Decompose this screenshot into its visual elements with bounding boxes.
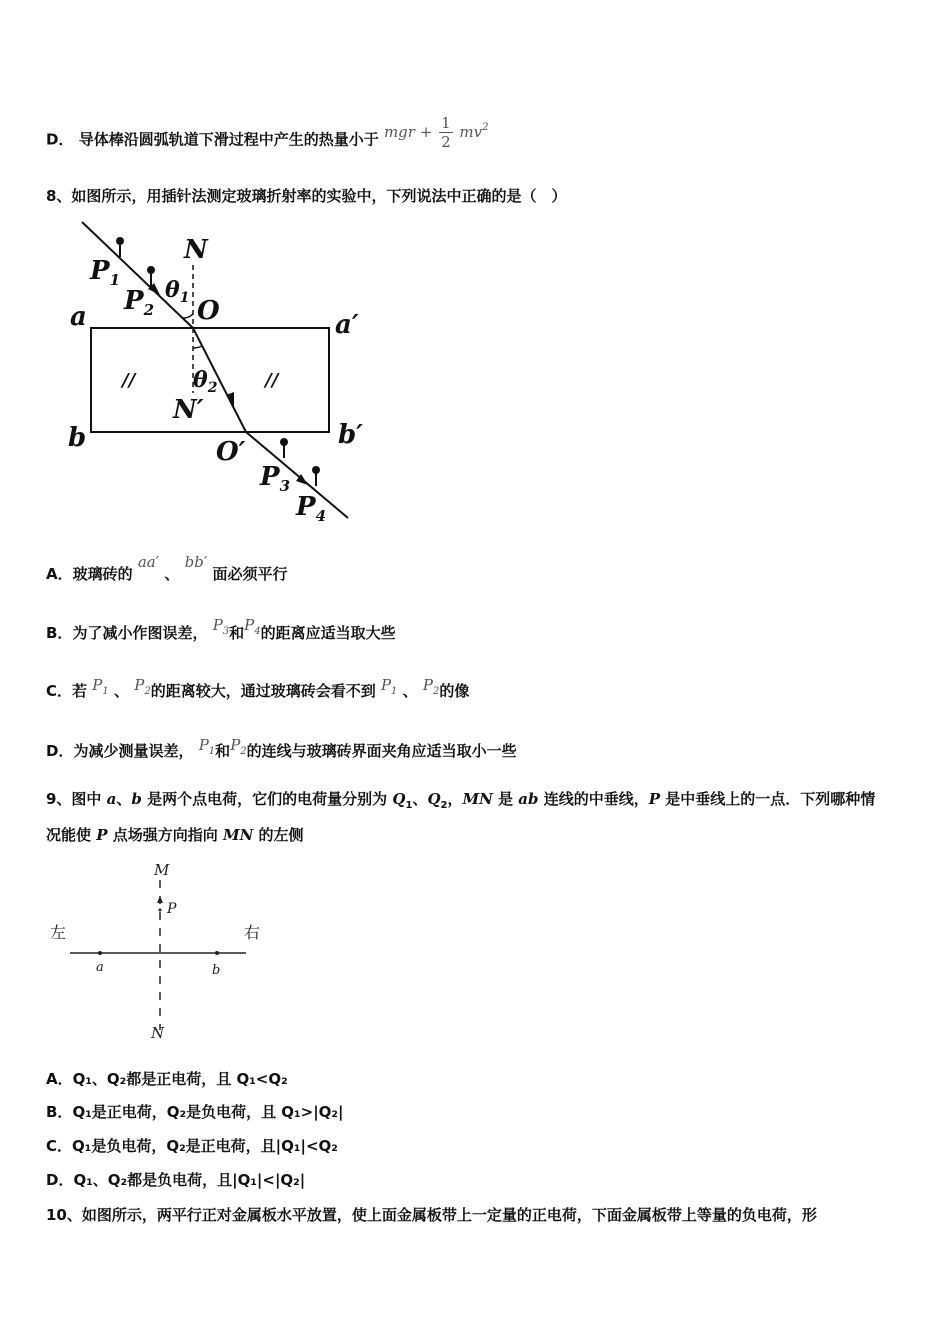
label-p3: $P_3$ (260, 462, 290, 495)
point-p (159, 909, 162, 912)
q8-option-d: D．为减少测量误差， $P_1$和$P_2$的连线与玻璃砖界面夹角应适当取小一些 (46, 736, 517, 760)
q9-option-c: C．Q₁是负电荷，Q₂是正电荷，且|Q₁|<Q₂ (46, 1137, 338, 1155)
label-o: O (197, 296, 220, 326)
charge-b (215, 951, 219, 955)
label-left: 左 (50, 923, 67, 942)
pin-p4-head (312, 466, 320, 474)
label-b: b (68, 423, 87, 453)
q7-option-d (46, 114, 489, 159)
theta1-arc (182, 314, 193, 318)
arrow-icon (148, 283, 160, 295)
label-theta1: $\theta_1$ (165, 277, 190, 306)
label-n: N (151, 1024, 165, 1042)
label-b-prime: b′ (338, 420, 364, 450)
hatch-left: // (122, 370, 136, 391)
arrow-icon (157, 896, 163, 903)
q9-option-d: D．Q₁、Q₂都是负电荷，且|Q₁|<|Q₂| (46, 1171, 306, 1189)
label-n: N (184, 235, 208, 265)
label-p2: $P_2$ (124, 286, 154, 319)
label-p: P (167, 901, 177, 917)
label-n-prime: N′ (173, 395, 204, 425)
label-a: a (70, 302, 87, 332)
pin-p2-head (147, 266, 155, 274)
charge-a (98, 951, 102, 955)
formula: mgr + $\frac{1}{2}$ $mv^2$ (383, 114, 489, 151)
hatch-right: // (265, 370, 279, 391)
label-p4: $P_4$ (296, 492, 326, 525)
q8-option-c: C．若 $P_1$ 、 $P_2$的距离较大，通过玻璃砖会看不到 $P_1$ 、 $P_2$的像 (46, 676, 470, 700)
label-m: M (154, 861, 170, 879)
q9-stem-line1: 9、图中 a、b 是两个点电荷，它们的电荷量分别为 $Q_1$、$Q_2$，MN 是 ab 连线的中垂线，P 是中垂线上的一点．下列哪种情 (46, 790, 876, 811)
label-right: 右 (244, 923, 261, 942)
pin-p3-head (280, 438, 288, 446)
q10-stem: 10、如图所示，两平行正对金属板水平放置，使上面金属板带上一定量的正电荷，下面金属板带上等量的负电荷，形 (46, 1206, 817, 1224)
pin-p1-head (116, 237, 124, 245)
option-label: D． (46, 130, 74, 149)
q8-option-a: A．玻璃砖的 aa′ 、 bb′ 面必须平行 (46, 553, 288, 583)
q9-charges-figure (46, 858, 276, 1048)
label-o-prime: O′ (216, 437, 246, 467)
label-a-prime: a′ (335, 310, 359, 340)
q9-option-a: A．Q₁、Q₂都是正电荷，且 Q₁<Q₂ (46, 1070, 288, 1088)
option-text: 导体棒沿圆弧轨道下滑过程中产生的热量小于 (78, 130, 379, 149)
theta2-arc (193, 346, 202, 348)
fraction: $\frac{1}{2}$ (441, 114, 451, 151)
q8-stem: 8、如图所示，用插针法测定玻璃折射率的实验中，下列说法中正确的是（ ） (46, 187, 567, 205)
label-a: a (96, 960, 104, 975)
label-p1: $P_1$ (90, 256, 120, 289)
q8-refraction-figure (60, 215, 370, 525)
q9-option-b: B．Q₁是正电荷，Q₂是负电荷，且 Q₁>|Q₂| (46, 1103, 344, 1121)
q8-option-b: B．为了减小作图误差， $P_3$和$P_4$的距离应适当取大些 (46, 616, 396, 642)
q9-stem-line2: 况能使 P 点场强方向指向 MN 的左侧 (46, 826, 304, 844)
label-theta2: $\theta_2$ (193, 367, 218, 396)
label-b: b (212, 963, 221, 978)
